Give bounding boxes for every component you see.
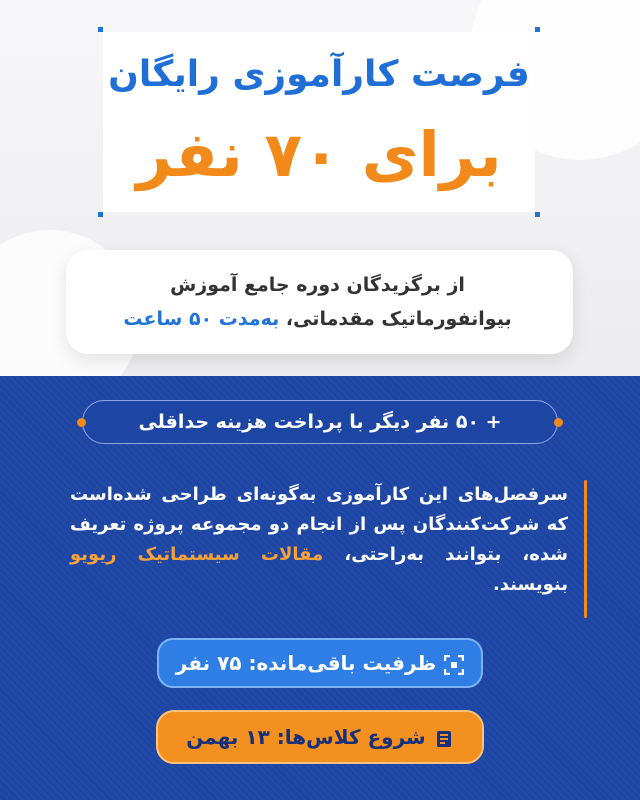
course-duration: به‌مدت ۵۰ ساعت	[123, 308, 280, 330]
notebook-icon	[434, 729, 454, 749]
headline-primary: فرصت کارآموزی رایگان	[108, 54, 530, 95]
description-highlight: مقالات سیستماتیک ریویو	[70, 544, 324, 565]
description-part1: سرفصل‌های این کارآموزی به‌گونه‌ای طراحی شده‌است که شرکت‌کنندگان پس از انجام دو مجموعه پروژه تعریف شده، بتوانند به‌راحتی،	[70, 484, 568, 565]
description-accent-bar	[584, 480, 587, 618]
capacity-badge	[157, 638, 483, 688]
corner-mark	[98, 212, 103, 217]
headline-secondary: برای ۷۰ نفر	[136, 118, 502, 191]
start-badge-content	[158, 725, 482, 749]
capacity-text: ظرفیت باقی‌مانده: ۷۵ نفر	[175, 651, 437, 675]
course-name: بیوانفورماتیک مقدماتی،	[279, 308, 512, 330]
corner-mark	[535, 27, 540, 32]
pill-dot	[554, 418, 563, 427]
start-date-badge	[156, 710, 484, 764]
extra-seats-pill	[82, 400, 558, 444]
start-date-text: شروع کلاس‌ها: ۱۳ بهمن	[186, 725, 426, 749]
corner-mark	[98, 27, 103, 32]
course-info-line1: از برگزیدگان دوره جامع آموزش	[170, 274, 465, 296]
corner-mark	[535, 212, 540, 217]
description	[70, 480, 568, 600]
top-section	[0, 0, 640, 376]
description-part2: بنویسند.	[492, 574, 568, 595]
scan-frame-icon	[444, 655, 464, 675]
course-info-line2	[80, 308, 555, 330]
bottom-section	[0, 376, 640, 800]
course-info-card	[66, 250, 573, 354]
pill-dot	[77, 418, 86, 427]
extra-seats-text: + ۵۰ نفر دیگر با پرداخت هزینه حداقلی	[138, 411, 502, 433]
capacity-badge-content	[159, 651, 481, 675]
title-box	[103, 32, 535, 212]
